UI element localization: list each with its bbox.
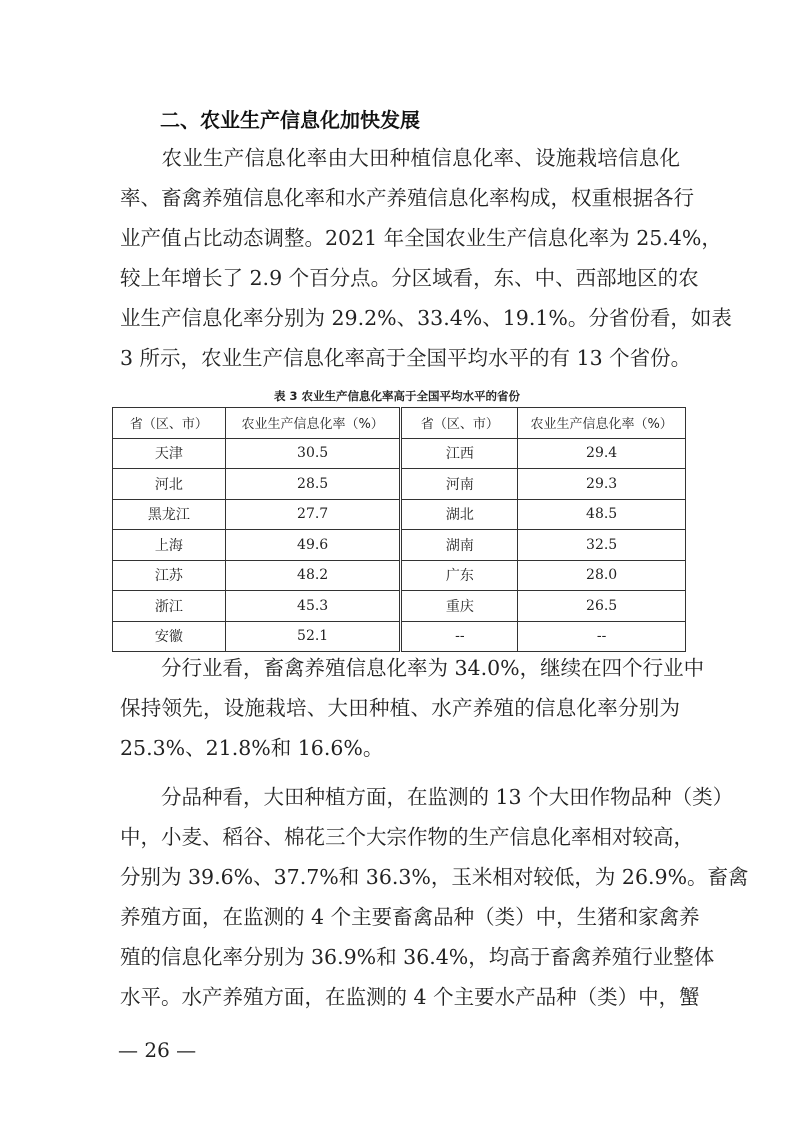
rate-cell: -- bbox=[518, 621, 686, 652]
header-rate: 农业生产信息化率（%） bbox=[518, 408, 686, 439]
province-cell: 河北 bbox=[113, 469, 226, 500]
section-heading: 二、农业生产信息化加快发展 bbox=[160, 108, 420, 132]
paragraph-line: 分行业看，畜禽养殖信息化率为 34.0%，继续在四个行业中 bbox=[120, 656, 705, 680]
rate-cell: 27.7 bbox=[225, 499, 401, 530]
province-cell: 天津 bbox=[113, 438, 226, 469]
province-cell: 黑龙江 bbox=[113, 499, 226, 530]
province-table bbox=[112, 407, 686, 652]
table-header-row bbox=[113, 408, 686, 439]
paragraph-line: 分别为 39.6%、37.7%和 36.3%，玉米相对较低，为 26.9%。畜禽 bbox=[120, 865, 749, 889]
rate-cell: 30.5 bbox=[225, 438, 401, 469]
table-row bbox=[113, 591, 686, 622]
table-row bbox=[113, 560, 686, 591]
province-cell: 湖南 bbox=[401, 530, 518, 561]
rate-cell: 28.5 bbox=[225, 469, 401, 500]
paragraph-line: 保持领先，设施栽培、大田种植、水产养殖的信息化率分别为 bbox=[120, 696, 680, 720]
rate-cell: 29.4 bbox=[518, 438, 686, 469]
province-cell: 江苏 bbox=[113, 560, 226, 591]
rate-cell: 48.2 bbox=[225, 560, 401, 591]
header-province: 省（区、市） bbox=[113, 408, 226, 439]
header-rate: 农业生产信息化率（%） bbox=[225, 408, 401, 439]
rate-cell: 45.3 bbox=[225, 591, 401, 622]
province-cell: 上海 bbox=[113, 530, 226, 561]
paragraph-line: 殖的信息化率分别为 36.9%和 36.4%，均高于畜禽养殖行业整体 bbox=[120, 945, 715, 969]
paragraph-line: 分品种看，大田种植方面，在监测的 13 个大田作物品种（类） bbox=[120, 785, 734, 809]
paragraph-line: 25.3%、21.8%和 16.6%。 bbox=[120, 736, 384, 760]
table-row bbox=[113, 469, 686, 500]
rate-cell: 28.0 bbox=[518, 560, 686, 591]
paragraph-line: 3 所示，农业生产信息化率高于全国平均水平的有 13 个省份。 bbox=[120, 346, 692, 370]
table-row bbox=[113, 621, 686, 652]
paragraph-line: 水平。水产养殖方面，在监测的 4 个主要水产品种（类）中，蟹 bbox=[120, 985, 700, 1009]
paragraph-line: 农业生产信息化率由大田种植信息化率、设施栽培信息化 bbox=[120, 146, 680, 170]
province-cell: -- bbox=[401, 621, 518, 652]
province-cell: 广东 bbox=[401, 560, 518, 591]
table-row bbox=[113, 530, 686, 561]
rate-cell: 26.5 bbox=[518, 591, 686, 622]
paragraph-line: 较上年增长了 2.9 个百分点。分区域看，东、中、西部地区的农 bbox=[120, 266, 699, 290]
paragraph-line: 中，小麦、稻谷、棉花三个大宗作物的生产信息化率相对较高， bbox=[120, 825, 694, 849]
province-cell: 重庆 bbox=[401, 591, 518, 622]
province-cell: 湖北 bbox=[401, 499, 518, 530]
rate-cell: 48.5 bbox=[518, 499, 686, 530]
paragraph-line: 养殖方面，在监测的 4 个主要畜禽品种（类）中，生猪和家禽养 bbox=[120, 905, 700, 929]
rate-cell: 29.3 bbox=[518, 469, 686, 500]
province-cell: 安徽 bbox=[113, 621, 226, 652]
rate-cell: 32.5 bbox=[518, 530, 686, 561]
table-row bbox=[113, 499, 686, 530]
province-cell: 江西 bbox=[401, 438, 518, 469]
province-cell: 浙江 bbox=[113, 591, 226, 622]
table-row bbox=[113, 438, 686, 469]
page-number: — 26 — bbox=[118, 1038, 197, 1062]
rate-cell: 52.1 bbox=[225, 621, 401, 652]
paragraph-line: 率、畜禽养殖信息化率和水产养殖信息化率构成，权重根据各行 bbox=[120, 186, 694, 210]
paragraph-line: 业产值占比动态调整。2021 年全国农业生产信息化率为 25.4%， bbox=[120, 226, 722, 250]
paragraph-line: 业生产信息化率分别为 29.2%、33.4%、19.1%。分省份看，如表 bbox=[120, 306, 732, 330]
rate-cell: 49.6 bbox=[225, 530, 401, 561]
table-caption: 表 3 农业生产信息化率高于全国平均水平的省份 bbox=[273, 389, 520, 403]
header-province: 省（区、市） bbox=[401, 408, 518, 439]
province-cell: 河南 bbox=[401, 469, 518, 500]
